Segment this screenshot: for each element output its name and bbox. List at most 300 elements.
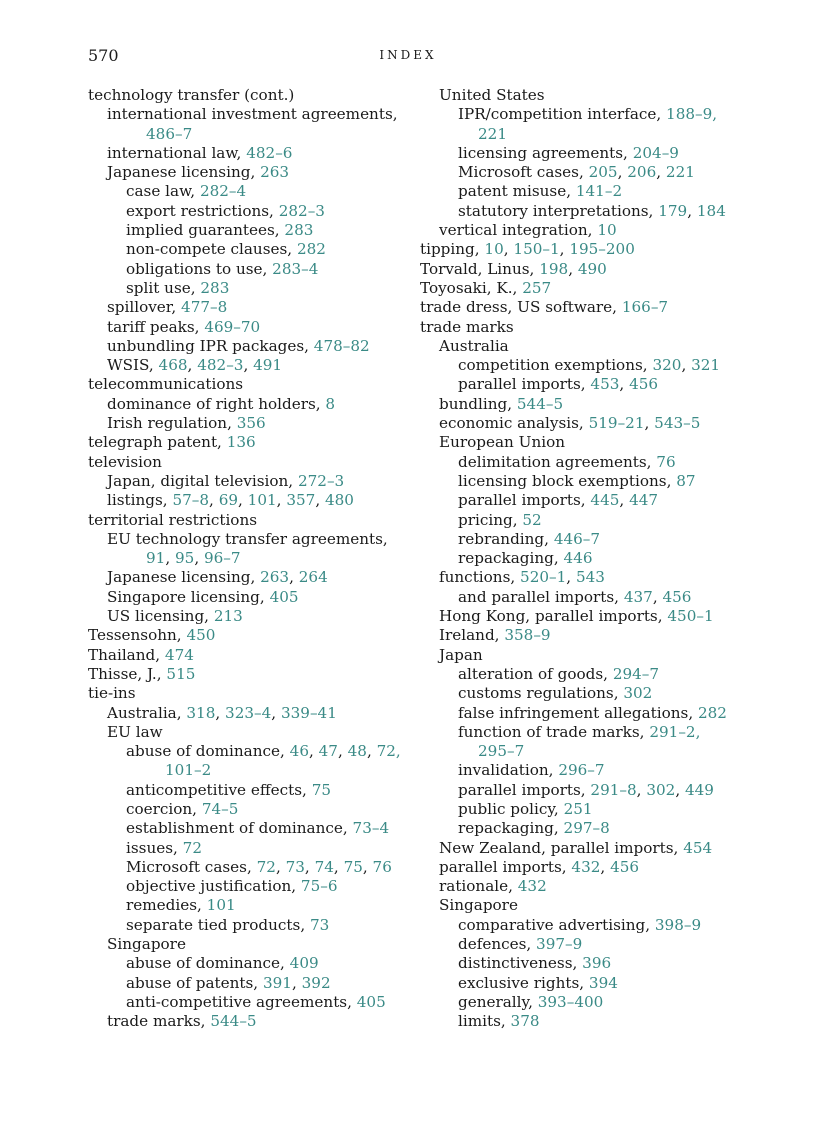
index-entry xyxy=(420,896,750,915)
index-entry xyxy=(420,105,750,124)
index-entry xyxy=(420,549,750,568)
page-reference-link[interactable]: 409 xyxy=(289,954,319,973)
page-reference-link[interactable]: 543 xyxy=(575,568,605,587)
index-entry xyxy=(88,414,418,433)
index-term: Irish regulation, xyxy=(107,414,237,433)
page-reference-link[interactable]: 283 xyxy=(200,278,230,297)
index-entry xyxy=(88,665,418,684)
reference-separator: , xyxy=(194,549,204,568)
reference-separator: , xyxy=(187,356,198,375)
index-entry xyxy=(88,607,418,626)
page-reference-link[interactable]: 263 xyxy=(260,568,290,587)
index-term: coercion, xyxy=(126,799,202,818)
page-reference-link[interactable]: 87 xyxy=(676,471,696,490)
index-term: economic analysis, xyxy=(439,414,589,433)
index-term: tariff peaks, xyxy=(107,317,205,336)
index-term: territorial restrictions xyxy=(88,510,258,529)
index-term: unbundling IPR packages, xyxy=(107,336,314,355)
reference-separator: , xyxy=(675,780,685,799)
page-reference-link[interactable]: 397–9 xyxy=(536,935,583,954)
page-reference-link[interactable]: 398–9 xyxy=(654,915,702,934)
index-entry xyxy=(420,800,750,819)
page-reference-link[interactable]: 543–5 xyxy=(654,414,701,433)
page-reference-link[interactable]: 318 xyxy=(186,703,216,722)
index-entry xyxy=(420,646,750,665)
index-entry xyxy=(420,375,750,394)
page-reference-link[interactable]: 358–9 xyxy=(504,626,551,645)
index-term: split use, xyxy=(126,278,201,297)
index-term: EU technology transfer agreements, xyxy=(107,529,388,548)
index-entry xyxy=(88,896,418,915)
index-term: EU law xyxy=(107,722,163,741)
index-entry xyxy=(88,182,418,201)
page-reference-link[interactable]: 76 xyxy=(372,857,392,876)
page-reference-link[interactable]: 394 xyxy=(588,973,618,992)
page-reference-link[interactable]: 474 xyxy=(164,645,194,664)
index-entry xyxy=(88,781,418,800)
index-entry xyxy=(420,511,750,530)
index-term: repackaging, xyxy=(458,549,564,568)
page-reference-link[interactable]: 52 xyxy=(522,510,542,529)
page-reference-link[interactable]: 150–1 xyxy=(513,240,560,259)
index-term: telecommunications xyxy=(88,375,244,394)
page-reference-link[interactable]: 8 xyxy=(325,394,336,413)
reference-separator: , xyxy=(276,491,287,510)
page-reference-link[interactable]: 450 xyxy=(186,626,216,645)
index-entry xyxy=(88,240,418,259)
index-term: objective justification, xyxy=(126,877,301,896)
index-term: invalidation, xyxy=(458,761,559,780)
reference-separator: , xyxy=(559,240,570,259)
index-entry xyxy=(420,279,750,298)
page-reference-link[interactable]: 520–1 xyxy=(520,568,567,587)
page-reference-link[interactable]: 456 xyxy=(629,375,659,394)
page-reference-link[interactable]: 96–7 xyxy=(203,549,241,568)
page-reference-link[interactable]: 450–1 xyxy=(667,607,714,626)
index-entry xyxy=(88,144,418,163)
index-entry xyxy=(420,742,750,761)
page-reference-link[interactable]: 101 xyxy=(206,896,236,915)
index-entry xyxy=(88,549,418,568)
page-reference-link[interactable]: 101–2 xyxy=(165,761,212,780)
page-reference-link[interactable]: 91 xyxy=(146,549,166,568)
page-reference-link[interactable]: 296–7 xyxy=(558,761,605,780)
page-reference-link[interactable]: 213 xyxy=(213,607,243,626)
index-entry xyxy=(420,781,750,800)
page-reference-link[interactable]: 184 xyxy=(696,201,726,220)
index-term: comparative advertising, xyxy=(458,915,655,934)
reference-separator: , xyxy=(566,568,576,587)
reference-separator: , xyxy=(568,259,578,278)
index-entry xyxy=(88,954,418,973)
index-entry xyxy=(88,935,418,954)
page-reference-link[interactable]: 10 xyxy=(597,221,617,240)
page-reference-link[interactable]: 73 xyxy=(309,915,330,934)
page-reference-link[interactable]: 76 xyxy=(656,452,676,471)
index-term: defences, xyxy=(458,935,537,954)
page-reference-link[interactable]: 47 xyxy=(318,742,338,761)
index-term: competition exemptions, xyxy=(458,356,653,375)
index-term: Singapore licensing, xyxy=(107,587,270,606)
reference-separator: , xyxy=(362,857,373,876)
index-term: listings, xyxy=(107,491,173,510)
page-reference-link[interactable]: 519–21 xyxy=(588,414,645,433)
index-entry xyxy=(88,588,418,607)
page-reference-link[interactable]: 206 xyxy=(627,163,657,182)
index-entry xyxy=(420,433,750,452)
index-entry xyxy=(88,125,418,144)
index-entry xyxy=(420,182,750,201)
reference-separator: , xyxy=(308,742,319,761)
page-reference-link[interactable]: 469–70 xyxy=(204,317,261,336)
index-entry xyxy=(88,279,418,298)
index-term: Torvald, Linus, xyxy=(420,259,540,278)
page-reference-link[interactable]: 486–7 xyxy=(146,124,193,143)
reference-separator: , xyxy=(366,742,377,761)
index-entry xyxy=(420,665,750,684)
page-reference-link[interactable]: 74 xyxy=(314,857,334,876)
page-reference-link[interactable]: 295–7 xyxy=(478,742,525,761)
index-term: European Union xyxy=(439,433,566,452)
index-column-right xyxy=(420,86,750,1032)
index-term: separate tied products, xyxy=(126,915,310,934)
reference-separator: , xyxy=(289,568,299,587)
index-term: pricing, xyxy=(458,510,523,529)
page-reference-link[interactable]: 48 xyxy=(347,742,367,761)
page-reference-link[interactable]: 454 xyxy=(683,838,713,857)
reference-separator: , xyxy=(652,587,663,606)
reference-separator: , xyxy=(687,201,697,220)
page-reference-link[interactable]: 391 xyxy=(262,973,292,992)
index-term: non-compete clauses, xyxy=(126,240,297,259)
page-reference-link[interactable]: 449 xyxy=(684,780,714,799)
page-reference-link[interactable]: 101 xyxy=(247,491,277,510)
index-term: dominance of right holders, xyxy=(107,394,326,413)
page-reference-link[interactable]: 272–3 xyxy=(297,471,345,490)
page-reference-link[interactable]: 46 xyxy=(289,742,309,761)
index-entry xyxy=(420,530,750,549)
index-term: anti-competitive agreements, xyxy=(126,992,357,1011)
index-term: United States xyxy=(439,86,545,104)
index-entry xyxy=(420,607,750,626)
page-reference-link[interactable]: 446–7 xyxy=(553,529,601,548)
page-reference-link[interactable]: 378 xyxy=(510,1012,540,1031)
page-reference-link[interactable]: 205 xyxy=(588,163,618,182)
index-term: trade dress, US software, xyxy=(420,298,622,317)
reference-separator: , xyxy=(337,742,348,761)
page-reference-link[interactable]: 282 xyxy=(697,703,727,722)
page-reference-link[interactable]: 396 xyxy=(582,954,612,973)
index-entry xyxy=(88,318,418,337)
index-term: distinctiveness, xyxy=(458,954,583,973)
page-reference-link[interactable]: 75 xyxy=(311,780,332,799)
page-reference-link[interactable]: 432 xyxy=(571,857,601,876)
index-term: bundling, xyxy=(439,394,517,413)
index-entry xyxy=(420,916,750,935)
reference-separator: , xyxy=(617,163,628,182)
page-reference-link[interactable]: 297–8 xyxy=(563,819,610,838)
page-reference-link[interactable]: 282 xyxy=(296,240,326,259)
index-entry xyxy=(88,105,418,124)
page-reference-link[interactable]: 432 xyxy=(517,877,547,896)
page-reference-link[interactable]: 480 xyxy=(324,491,354,510)
index-term: obligations to use, xyxy=(126,259,273,278)
page-reference-link[interactable]: 136 xyxy=(226,433,256,452)
index-entry xyxy=(88,511,418,530)
index-term: generally, xyxy=(458,992,538,1011)
index-entry xyxy=(420,761,750,780)
page-reference-link[interactable]: 73 xyxy=(285,857,305,876)
index-term: tie-ins xyxy=(88,684,136,703)
page-reference-link[interactable]: 75–6 xyxy=(300,877,338,896)
page-reference-link[interactable]: 10 xyxy=(484,240,504,259)
index-entry xyxy=(420,588,750,607)
page-reference-link[interactable]: 283 xyxy=(284,221,314,240)
page-reference-link[interactable]: 405 xyxy=(269,587,299,606)
index-term: export restrictions, xyxy=(126,201,279,220)
index-entry xyxy=(420,202,750,221)
index-entry xyxy=(88,819,418,838)
index-entry xyxy=(88,356,418,375)
index-term: trade marks, xyxy=(107,1012,211,1031)
page-reference-link[interactable]: 73–4 xyxy=(352,819,390,838)
page-reference-link[interactable]: 302 xyxy=(646,780,676,799)
index-entry xyxy=(88,202,418,221)
page-reference-link[interactable]: 264 xyxy=(298,568,328,587)
reference-separator: , xyxy=(209,491,219,510)
index-entry xyxy=(88,530,418,549)
page-reference-link[interactable]: 453 xyxy=(590,375,620,394)
index-term: implied guarantees, xyxy=(126,221,285,240)
page-reference-link[interactable]: 468 xyxy=(158,356,188,375)
page-reference-link[interactable]: 72 xyxy=(256,857,276,876)
index-term: parallel imports, xyxy=(458,491,591,510)
index-entry xyxy=(420,993,750,1012)
page-reference-link[interactable]: 393–400 xyxy=(537,992,604,1011)
index-entry xyxy=(88,858,418,877)
reference-separator: , xyxy=(315,491,325,510)
index-entry xyxy=(420,356,750,375)
index-entry xyxy=(420,1012,750,1031)
index-entry xyxy=(420,260,750,279)
index-term: remedies, xyxy=(126,896,207,915)
index-entry xyxy=(88,260,418,279)
page-reference-link[interactable]: 320 xyxy=(652,356,682,375)
page-reference-link[interactable]: 57–8 xyxy=(172,491,210,510)
page-reference-link[interactable]: 515 xyxy=(166,664,196,683)
page-reference-link[interactable]: 75 xyxy=(343,857,363,876)
index-term: spillover, xyxy=(107,298,182,317)
index-entry xyxy=(88,839,418,858)
index-entry xyxy=(420,935,750,954)
index-term: Microsoft cases, xyxy=(458,163,589,182)
index-entry xyxy=(420,877,750,896)
page-reference-link[interactable]: 490 xyxy=(577,259,607,278)
page-reference-link[interactable]: 321 xyxy=(691,356,721,375)
page-reference-link[interactable]: 456 xyxy=(610,857,640,876)
page-reference-link[interactable]: 447 xyxy=(629,491,659,510)
page-reference-link[interactable]: 188–9, xyxy=(666,105,718,124)
page-reference-link[interactable]: 221 xyxy=(665,163,695,182)
page-reference-link[interactable]: 482–6 xyxy=(246,143,293,162)
page-reference-link[interactable]: 95 xyxy=(174,549,195,568)
page-reference-link[interactable]: 291–2, xyxy=(649,722,701,741)
index-entry xyxy=(88,761,418,780)
page-reference-link[interactable]: 69 xyxy=(218,491,239,510)
page-reference-link[interactable]: 166–7 xyxy=(621,298,669,317)
page-reference-link[interactable]: 339–41 xyxy=(280,703,337,722)
index-term: Hong Kong, parallel imports, xyxy=(439,607,668,626)
index-entry xyxy=(88,491,418,510)
page-reference-link[interactable]: 195–200 xyxy=(569,240,635,259)
page-reference-link[interactable]: 204–9 xyxy=(632,143,679,162)
page-reference-link[interactable]: 141–2 xyxy=(575,182,623,201)
page-reference-link[interactable]: 179 xyxy=(658,201,688,220)
index-term: parallel imports, xyxy=(458,375,591,394)
index-entry xyxy=(420,318,750,337)
index-term: Thisse, J., xyxy=(88,664,167,683)
index-entry xyxy=(88,568,418,587)
page-reference-link[interactable]: 357 xyxy=(286,491,316,510)
index-entry xyxy=(88,704,418,723)
index-entry xyxy=(420,626,750,645)
reference-separator: , xyxy=(600,857,611,876)
page-reference-link[interactable]: 263 xyxy=(260,163,290,182)
index-entry xyxy=(88,684,418,703)
reference-separator: , xyxy=(238,491,248,510)
page-reference-link[interactable]: 257 xyxy=(522,278,552,297)
index-entry xyxy=(420,414,750,433)
index-term: licensing agreements, xyxy=(458,143,633,162)
reference-separator: , xyxy=(681,356,692,375)
index-entry xyxy=(420,395,750,414)
index-entry xyxy=(420,974,750,993)
index-term: alteration of goods, xyxy=(458,664,613,683)
page-reference-link[interactable]: 72 xyxy=(182,838,202,857)
index-entry xyxy=(420,221,750,240)
index-entry xyxy=(88,916,418,935)
page-reference-link[interactable]: 445 xyxy=(590,491,620,510)
page-reference-link[interactable]: 456 xyxy=(662,587,692,606)
reference-separator: , xyxy=(636,780,647,799)
page-reference-link[interactable]: 282–3 xyxy=(278,201,325,220)
reference-separator: , xyxy=(619,375,630,394)
index-entry xyxy=(420,568,750,587)
page-reference-link[interactable]: 392 xyxy=(301,973,331,992)
index-term: anticompetitive effects, xyxy=(126,780,312,799)
index-entry xyxy=(88,221,418,240)
index-term: New Zealand, parallel imports, xyxy=(439,838,684,857)
index-term: Japan, digital television, xyxy=(107,471,298,490)
reference-separator: , xyxy=(656,163,666,182)
index-term: limits, xyxy=(458,1012,511,1031)
reference-separator: , xyxy=(333,857,344,876)
index-entry xyxy=(88,86,418,105)
index-entry xyxy=(420,163,750,182)
index-term: repackaging, xyxy=(458,819,564,838)
index-term: exclusive rights, xyxy=(458,973,589,992)
page-reference-link[interactable]: 302 xyxy=(623,684,653,703)
index-entry xyxy=(420,472,750,491)
reference-separator: , xyxy=(165,549,175,568)
reference-separator: , xyxy=(271,703,281,722)
index-term: statutory interpretations, xyxy=(458,201,659,220)
running-head: INDEX xyxy=(379,48,437,62)
index-term: customs regulations, xyxy=(458,684,624,703)
index-entry xyxy=(420,453,750,472)
page-reference-link[interactable]: 446 xyxy=(563,549,593,568)
page-reference-link[interactable]: 478–82 xyxy=(313,336,370,355)
index-entry xyxy=(88,298,418,317)
page-reference-link[interactable]: 198 xyxy=(539,259,569,278)
index-entry xyxy=(88,646,418,665)
index-column-left xyxy=(88,86,418,1032)
index-term: false infringement allegations, xyxy=(458,703,698,722)
index-term: Microsoft cases, xyxy=(126,857,257,876)
page-reference-link[interactable]: 283–4 xyxy=(272,259,319,278)
index-entry xyxy=(88,395,418,414)
index-entry xyxy=(88,375,418,394)
index-entry xyxy=(420,704,750,723)
page-reference-link[interactable]: 544–5 xyxy=(516,394,564,413)
index-term: Singapore xyxy=(439,896,518,915)
page-reference-link[interactable]: 405 xyxy=(356,992,386,1011)
index-entry xyxy=(88,163,418,182)
index-entry xyxy=(88,1012,418,1031)
index-term: parallel imports, xyxy=(439,857,572,876)
index-term: technology transfer (cont.) xyxy=(88,86,295,104)
index-term: issues, xyxy=(126,838,183,857)
page-reference-link[interactable]: 221 xyxy=(478,124,507,143)
index-entry xyxy=(88,742,418,761)
index-term: establishment of dominance, xyxy=(126,819,353,838)
index-term: television xyxy=(88,452,162,471)
page-reference-link[interactable]: 294–7 xyxy=(612,664,660,683)
reference-separator: , xyxy=(243,356,254,375)
index-entry xyxy=(88,453,418,472)
index-term: delimitation agreements, xyxy=(458,452,657,471)
index-term: vertical integration, xyxy=(439,221,598,240)
index-entry xyxy=(88,800,418,819)
index-term: and parallel imports, xyxy=(458,587,624,606)
page-reference-link[interactable]: 74–5 xyxy=(201,799,239,818)
page-reference-link[interactable]: 251 xyxy=(563,799,593,818)
page-reference-link[interactable]: 291–8 xyxy=(590,780,637,799)
index-entry xyxy=(420,858,750,877)
page-reference-link[interactable]: 323–4 xyxy=(225,703,272,722)
index-term: public policy, xyxy=(458,799,564,818)
index-entry xyxy=(420,144,750,163)
page-reference-link[interactable]: 72, xyxy=(376,742,401,761)
index-term: US licensing, xyxy=(107,607,214,626)
page-reference-link[interactable]: 282–4 xyxy=(199,182,247,201)
page-reference-link[interactable]: 491 xyxy=(253,356,283,375)
index-entry xyxy=(420,954,750,973)
index-term: abuse of dominance, xyxy=(126,954,290,973)
index-term: Singapore xyxy=(107,935,186,954)
page-reference-link[interactable]: 356 xyxy=(236,414,266,433)
page-reference-link[interactable]: 477–8 xyxy=(181,298,228,317)
reference-separator: , xyxy=(215,703,226,722)
page-reference-link[interactable]: 544–5 xyxy=(210,1012,257,1031)
page-number: 570 xyxy=(88,46,119,65)
index-term: function of trade marks, xyxy=(458,722,650,741)
index-term: trade marks xyxy=(420,317,514,336)
page-reference-link[interactable]: 437 xyxy=(623,587,653,606)
page-reference-link[interactable]: 482–3 xyxy=(197,356,244,375)
index-entry xyxy=(420,86,750,105)
index-term: international law, xyxy=(107,143,247,162)
